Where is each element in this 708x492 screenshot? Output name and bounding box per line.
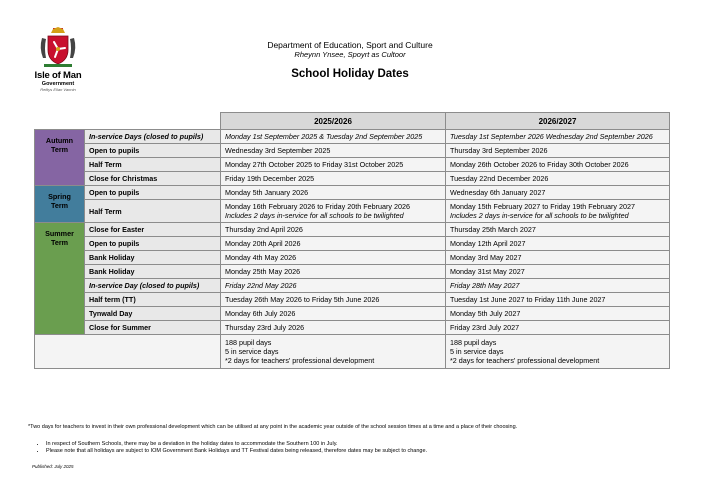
event-label: Half Term <box>85 200 221 223</box>
event-label: Close for Christmas <box>85 172 221 186</box>
date-note: Includes 2 days in-service for all schools to be twilighted <box>225 211 404 220</box>
table-row <box>35 321 670 335</box>
date-2026-2027 <box>446 321 670 335</box>
department-name-manx: Rheynn Ynsee, Spoyrt as Cultoor <box>294 50 406 59</box>
event-label: In-service Day (closed to pupils) <box>85 279 221 293</box>
date-note: Includes 2 days in-service for all schools to be twilighted <box>450 211 629 220</box>
header-blank <box>35 113 221 130</box>
holiday-table <box>34 112 670 369</box>
date-text: Friday 23rd July 2027 <box>450 323 520 332</box>
date-2025-2026 <box>221 321 446 335</box>
date-2026-2027 <box>446 279 670 293</box>
logo-name: Isle of Man <box>34 70 82 81</box>
notes-list <box>32 441 427 455</box>
table-row <box>35 251 670 265</box>
date-2026-2027 <box>446 307 670 321</box>
date-2026-2027 <box>446 130 670 144</box>
event-label: Open to pupils <box>85 144 221 158</box>
table-row <box>35 200 670 223</box>
date-2025-2026 <box>221 130 446 144</box>
logo-motto: Reiltys Ellan Vannin <box>40 87 76 92</box>
table-row <box>35 223 670 237</box>
date-text: Friday 19th December 2025 <box>225 174 315 183</box>
note-item: • Please note that all holidays are subject to IOM Government Bank Holidays and TT Festival dates being released, therefore dates may be subject to change. <box>46 448 427 455</box>
table-row <box>35 144 670 158</box>
summary-line: 188 pupil days <box>450 338 497 347</box>
date-2025-2026 <box>221 265 446 279</box>
date-text: Friday 28th May 2027 <box>450 281 520 290</box>
date-text: Wednesday 6th January 2027 <box>450 188 546 197</box>
year-header-1: 2025/2026 <box>221 113 446 130</box>
date-2025-2026 <box>221 172 446 186</box>
date-2026-2027 <box>446 265 670 279</box>
date-2025-2026 <box>221 144 446 158</box>
summary-2025-2026 <box>221 335 446 369</box>
published-date: Published: July 2025 <box>32 464 74 469</box>
date-text: Monday 5th July 2027 <box>450 309 521 318</box>
event-label: Open to pupils <box>85 237 221 251</box>
gov-logo <box>28 26 88 93</box>
date-text: Monday 27th October 2025 to Friday 31st October 2025 <box>225 160 404 169</box>
date-text: Wednesday 3rd September 2025 <box>225 146 331 155</box>
date-text: Tuesday 1st June 2027 to Friday 11th June 2027 <box>450 295 606 304</box>
table-row <box>35 279 670 293</box>
date-text: Thursday 2nd April 2026 <box>225 225 303 234</box>
date-text: Thursday 25th March 2027 <box>450 225 536 234</box>
date-text: Monday 31st May 2027 <box>450 267 525 276</box>
note-item: • In respect of Southern Schools, there may be a deviation in the holiday dates to accommodate the Southern 100 in July. <box>46 441 427 448</box>
event-label: Tynwald Day <box>85 307 221 321</box>
date-2025-2026 <box>221 237 446 251</box>
page-header <box>200 40 500 80</box>
date-text: Monday 4th May 2026 <box>225 253 297 262</box>
date-2025-2026 <box>221 186 446 200</box>
term-autumn: Autumn Term <box>35 130 85 186</box>
summary-line: 188 pupil days <box>225 338 272 347</box>
date-text: Tuesday 22nd December 2026 <box>450 174 549 183</box>
date-2026-2027 <box>446 251 670 265</box>
year-header-2: 2026/2027 <box>446 113 670 130</box>
date-text: Thursday 3rd September 2026 <box>450 146 548 155</box>
footnote: *Two days for teachers to invest in their own professional development which can be utilised at any point in the academic year outside of the school session times at a time and a place of their choosing. <box>28 424 518 430</box>
date-text: Monday 20th April 2026 <box>225 239 301 248</box>
date-text: Friday 22nd May 2026 <box>225 281 297 290</box>
date-text: Monday 1st September 2025 & Tuesday 2nd September 2025 <box>225 132 423 141</box>
event-label: Half Term <box>85 158 221 172</box>
event-label: In-service Days (closed to pupils) <box>85 130 221 144</box>
date-2025-2026 <box>221 307 446 321</box>
date-2026-2027 <box>446 186 670 200</box>
date-2026-2027 <box>446 237 670 251</box>
date-text: Tuesday 1st September 2026 Wednesday 2nd September 2026 <box>450 132 653 141</box>
date-2026-2027 <box>446 158 670 172</box>
date-2025-2026 <box>221 223 446 237</box>
summary-line: *2 days for teachers' professional development <box>450 356 600 365</box>
summary-line: 5 in service days <box>450 347 504 356</box>
event-label: Close for Easter <box>85 223 221 237</box>
date-2025-2026 <box>221 200 446 223</box>
date-2026-2027 <box>446 223 670 237</box>
summary-line: *2 days for teachers' professional development <box>225 356 375 365</box>
date-2025-2026 <box>221 158 446 172</box>
date-text: Monday 5th January 2026 <box>225 188 309 197</box>
table-row <box>35 158 670 172</box>
date-text: Monday 15th February 2027 to Friday 19th February 2027 <box>450 202 635 211</box>
page-title: School Holiday Dates <box>291 68 409 80</box>
event-label: Bank Holiday <box>85 251 221 265</box>
summary-row <box>35 335 670 369</box>
date-2026-2027 <box>446 200 670 223</box>
event-label: Open to pupils <box>85 186 221 200</box>
date-text: Monday 12th April 2027 <box>450 239 526 248</box>
event-label: Half term (TT) <box>85 293 221 307</box>
term-summer: Summer Term <box>35 223 85 335</box>
coat-of-arms-icon <box>36 26 80 70</box>
logo-government: Government <box>41 81 75 87</box>
table-row <box>35 265 670 279</box>
date-2026-2027 <box>446 293 670 307</box>
department-name: Department of Education, Sport and Culture <box>267 40 433 50</box>
date-2026-2027 <box>446 144 670 158</box>
date-2025-2026 <box>221 293 446 307</box>
table-header-row <box>35 113 670 130</box>
event-label: Close for Summer <box>85 321 221 335</box>
table-row <box>35 186 670 200</box>
table-row <box>35 293 670 307</box>
date-text: Monday 6th July 2026 <box>225 309 296 318</box>
date-2025-2026 <box>221 251 446 265</box>
date-text: Monday 16th February 2026 to Friday 20th February 2026 <box>225 202 410 211</box>
table-row <box>35 307 670 321</box>
summary-line: 5 in service days <box>225 347 279 356</box>
date-2025-2026 <box>221 279 446 293</box>
table-row <box>35 237 670 251</box>
table-row <box>35 172 670 186</box>
date-text: Monday 26th October 2026 to Friday 30th October 2026 <box>450 160 629 169</box>
summary-blank <box>35 335 221 369</box>
date-text: Monday 25th May 2026 <box>225 267 301 276</box>
summary-2026-2027 <box>446 335 670 369</box>
date-2026-2027 <box>446 172 670 186</box>
date-text: Monday 3rd May 2027 <box>450 253 522 262</box>
date-text: Thursday 23rd July 2026 <box>225 323 305 332</box>
term-spring: Spring Term <box>35 186 85 223</box>
event-label: Bank Holiday <box>85 265 221 279</box>
table-row <box>35 130 670 144</box>
date-text: Tuesday 26th May 2026 to Friday 5th June 2026 <box>225 295 380 304</box>
